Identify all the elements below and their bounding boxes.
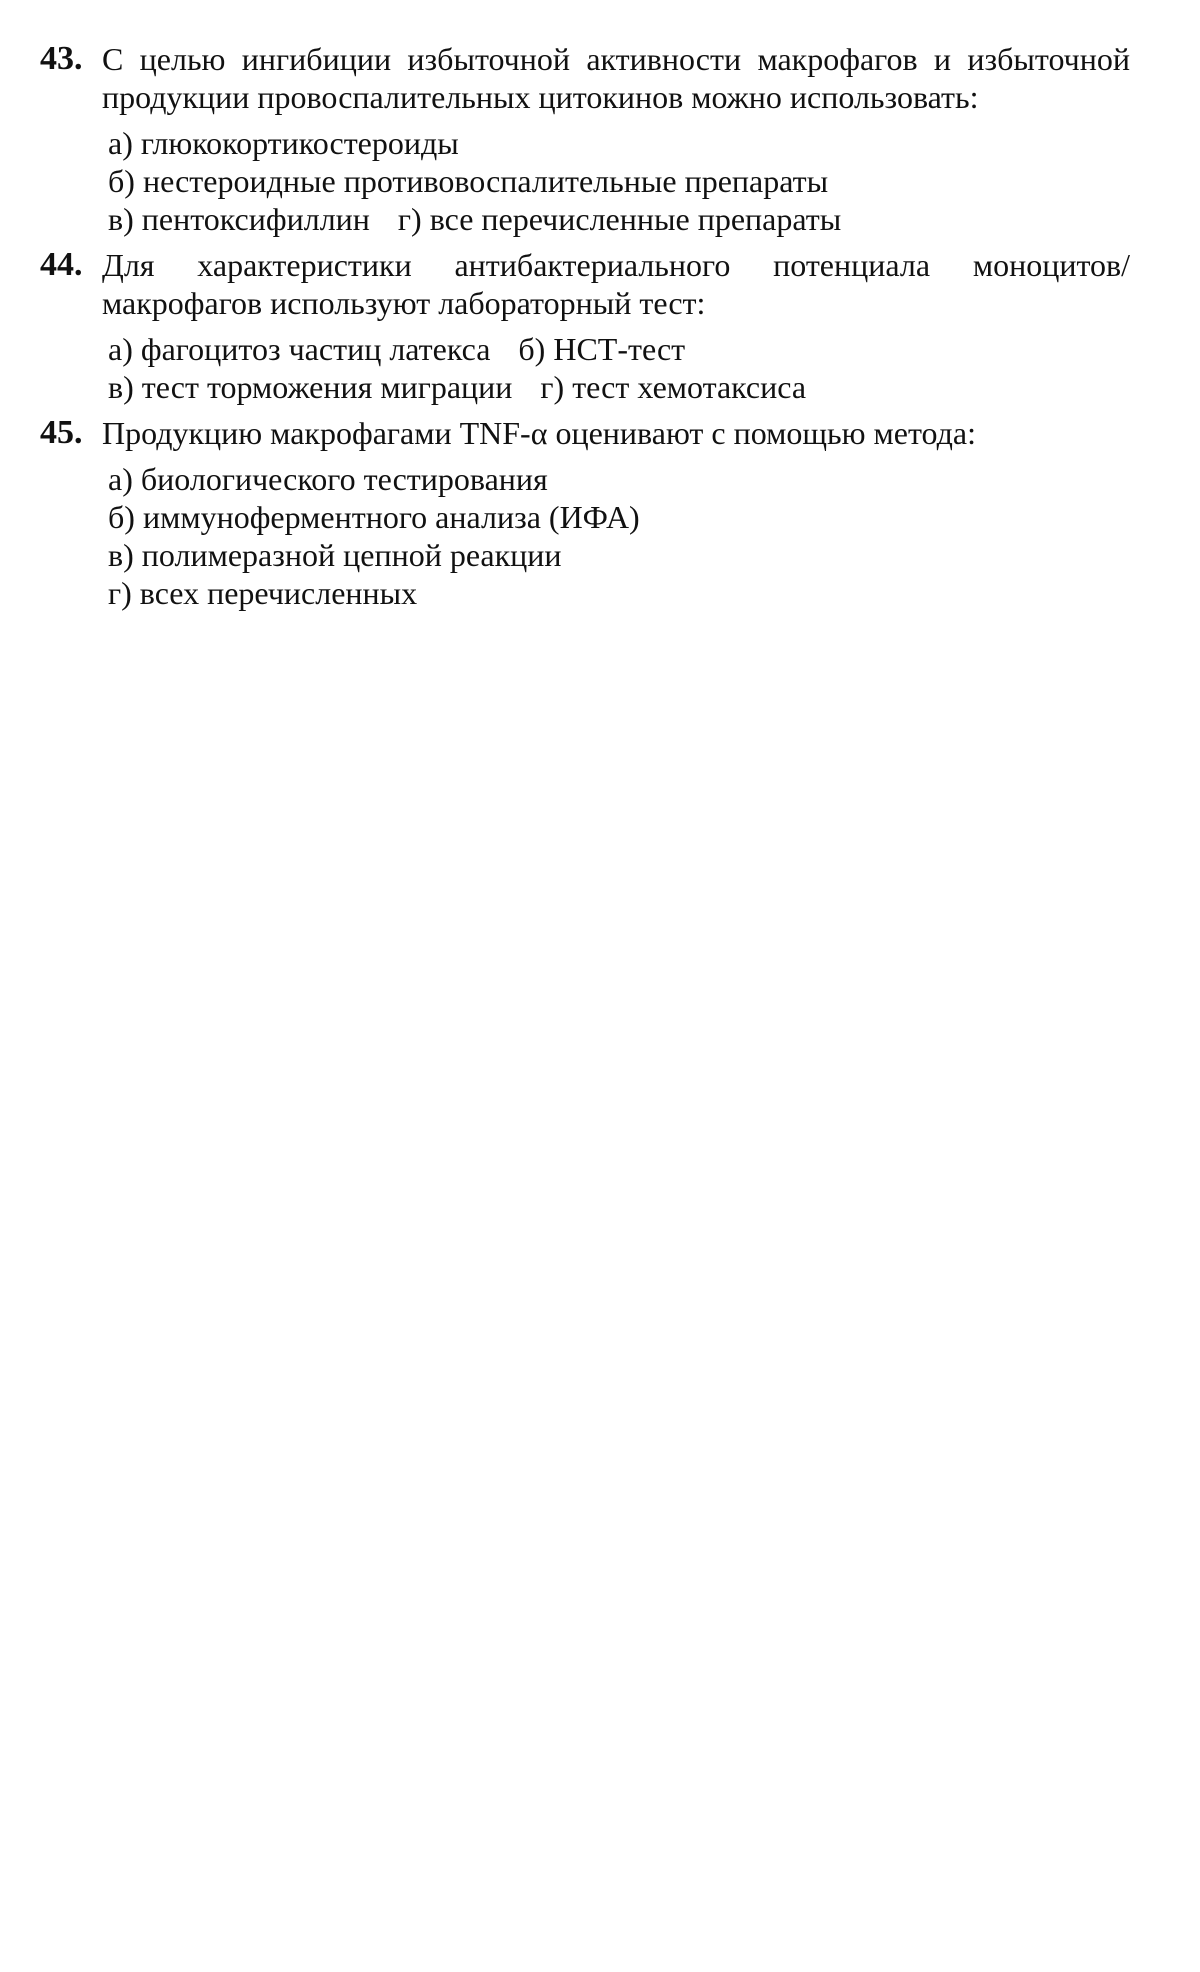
question-45 [40, 414, 1130, 612]
option-line [108, 162, 1130, 200]
option-line [108, 460, 1130, 498]
question-body [102, 246, 1130, 406]
question-44 [40, 246, 1130, 406]
question-number: 43. [40, 40, 83, 77]
option-a: а) биологического тестирования [108, 461, 548, 497]
question-body [102, 414, 1130, 612]
answer-options [108, 124, 1130, 238]
document-page [40, 40, 1130, 620]
option-a: а) глюкокортикостероиды [108, 125, 459, 161]
option-d: г) тест хемотаксиса [540, 369, 807, 405]
option-a: а) фагоцитоз частиц латекса [108, 331, 491, 367]
option-line [108, 124, 1130, 162]
question-number: 44. [40, 246, 83, 283]
option-c: в) пентоксифиллин [108, 201, 370, 237]
option-line [108, 200, 1130, 238]
option-line [108, 574, 1130, 612]
answer-options [108, 460, 1130, 612]
option-line [108, 368, 1130, 406]
question-number: 45. [40, 414, 83, 451]
option-c: в) тест торможения миграции [108, 369, 513, 405]
question-text: Продукцию макрофагами TNF-α оценивают с помощью метода: [102, 415, 976, 451]
option-d: г) все перечисленные препараты [397, 201, 842, 237]
option-b: б) нестероидные противовоспалительные препараты [108, 163, 829, 199]
answer-options [108, 330, 1130, 406]
option-line [108, 498, 1130, 536]
option-b: б) НСТ-тест [518, 331, 686, 367]
option-line [108, 330, 1130, 368]
option-d: г) всех перечисленных [108, 575, 418, 611]
question-text: С целью ингибиции избыточной активности макрофагов и избыточной продукции провоспалительных цитокинов можно использовать: [102, 41, 1130, 115]
option-b: б) иммуноферментного анализа (ИФА) [108, 499, 640, 535]
question-body [102, 40, 1130, 238]
option-line [108, 536, 1130, 574]
question-text: Для характеристики антибактериального потенциала моноцитов/макрофагов используют лабораторный тест: [102, 247, 1130, 321]
question-43 [40, 40, 1130, 238]
option-c: в) полимеразной цепной реакции [108, 537, 562, 573]
